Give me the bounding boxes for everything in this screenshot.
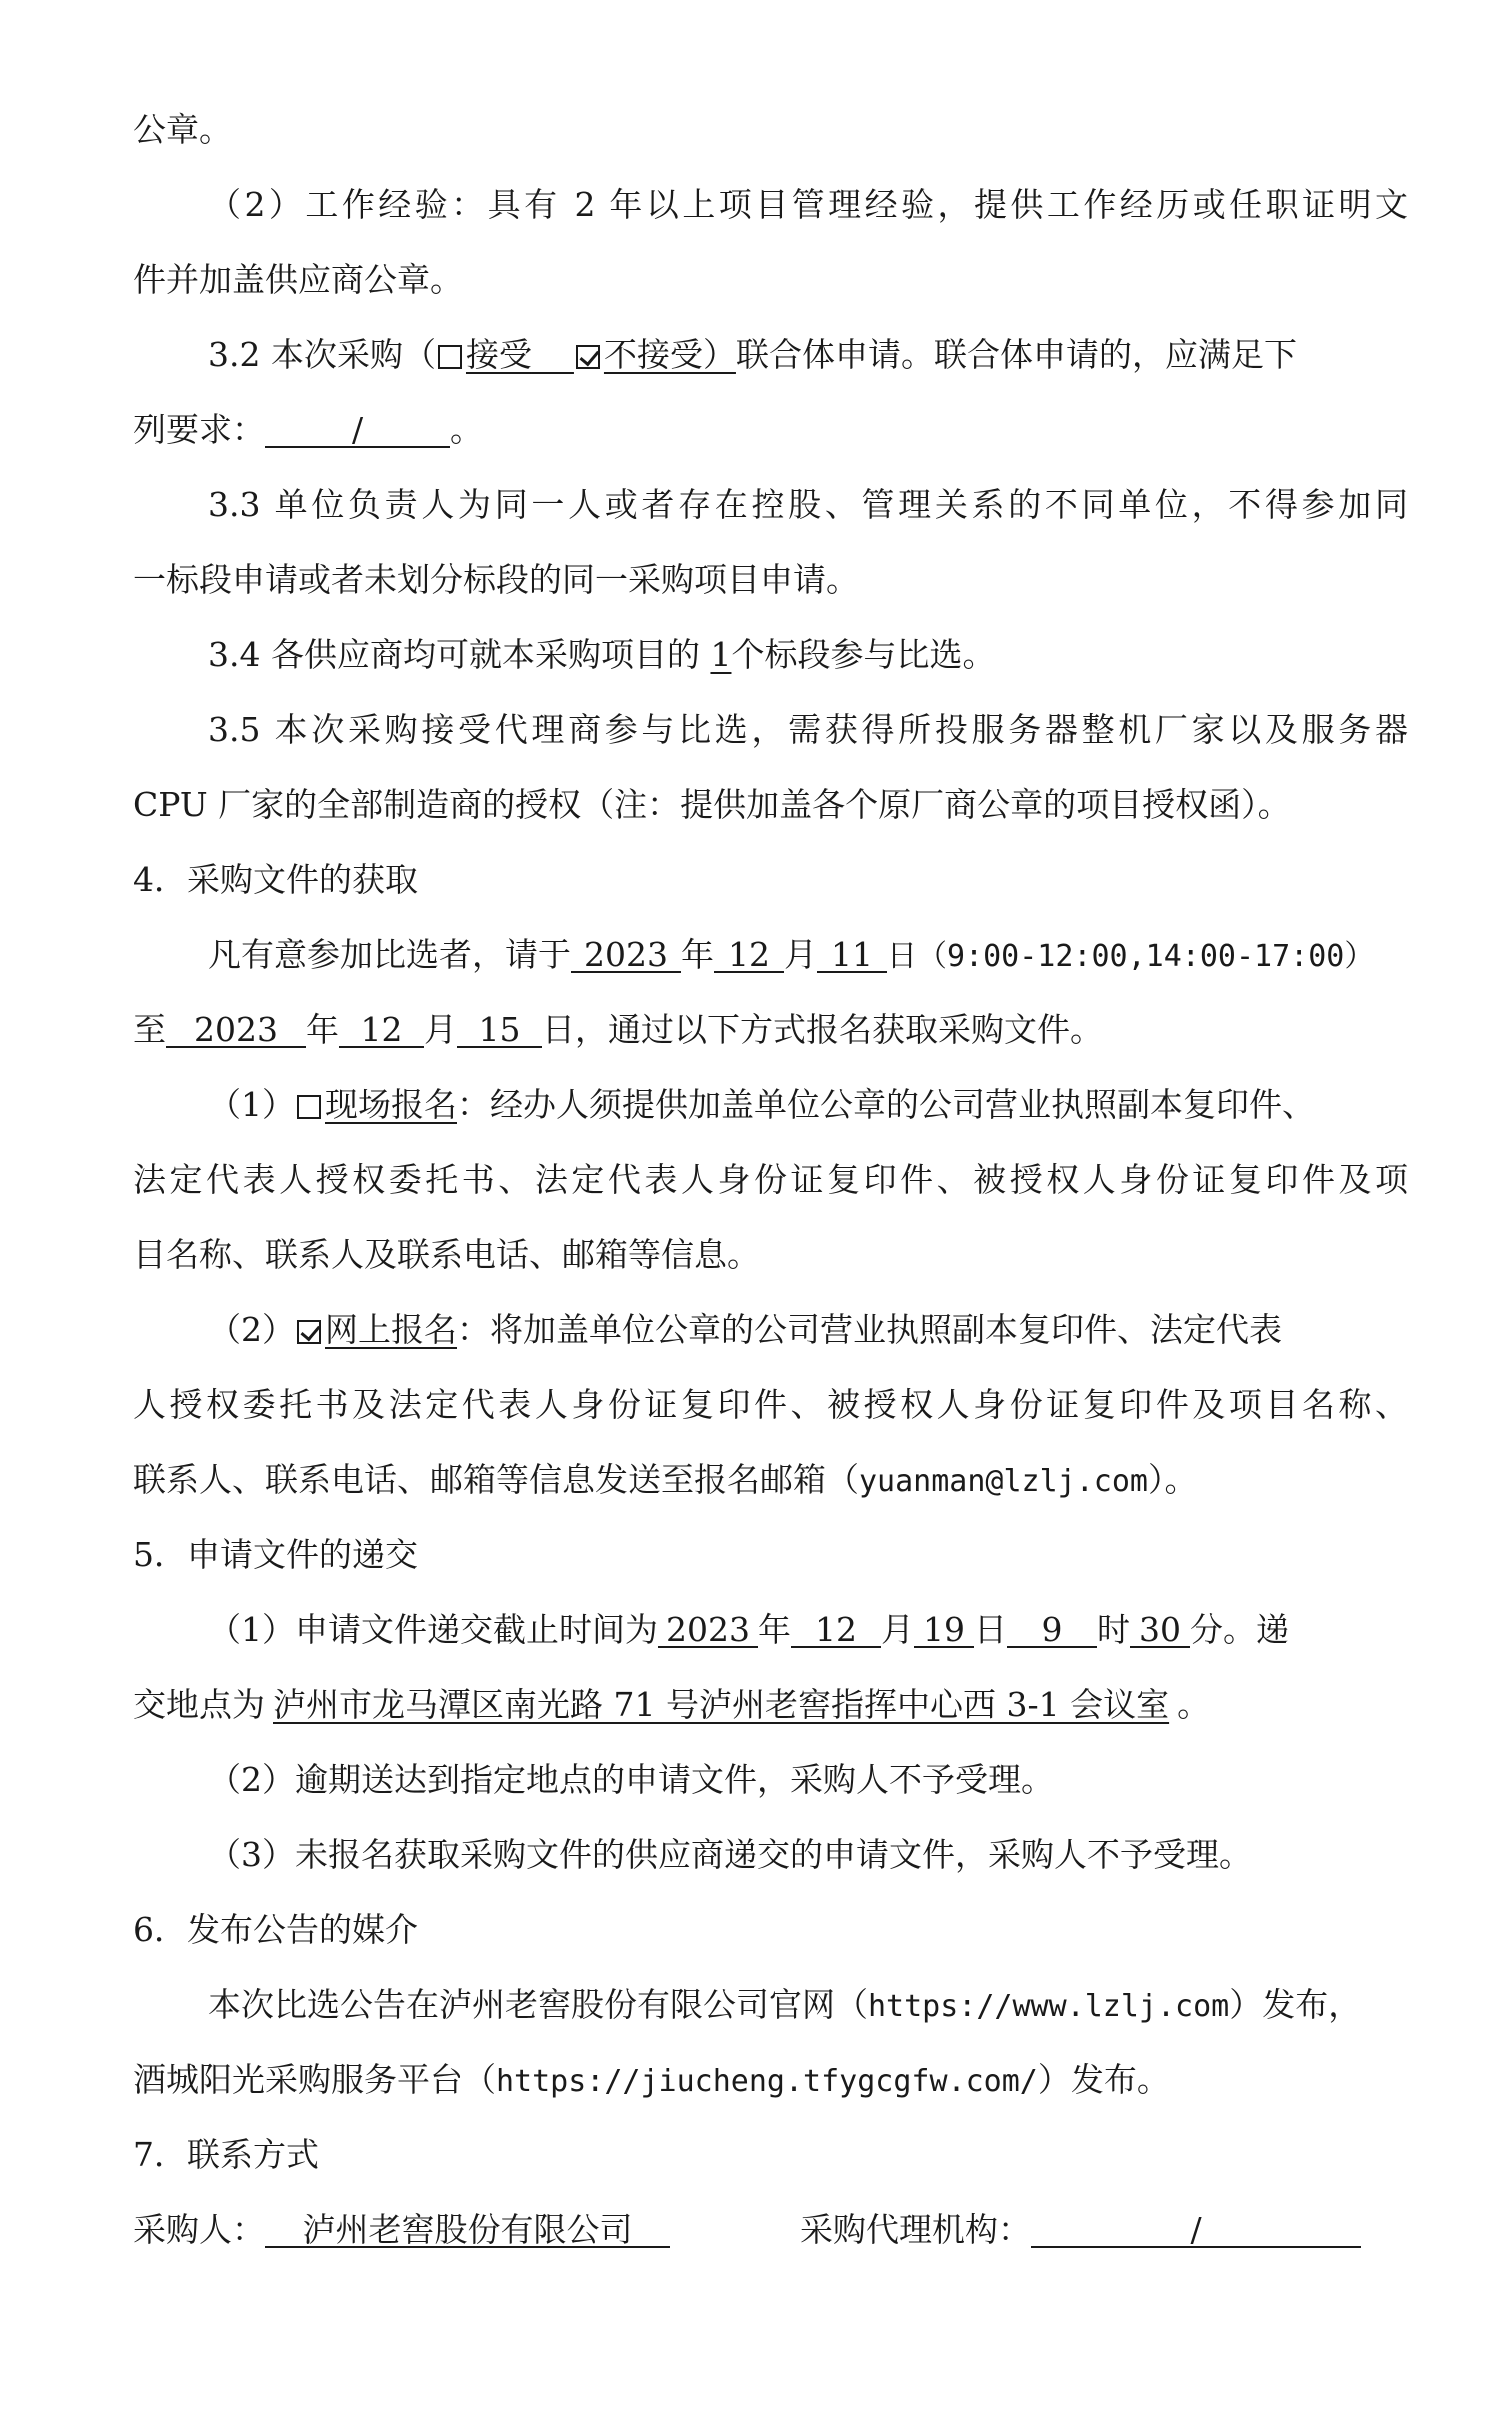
text-month-3: 月 <box>881 1610 914 1649</box>
line-23 <box>208 1755 1408 1805</box>
text-l22-post: 。 <box>1177 1685 1211 1724</box>
start-day: 11 <box>817 935 887 973</box>
line-24 <box>208 1830 1408 1880</box>
text-l23: （2）逾期送达到指定地点的申请文件，采购人不予受理。 <box>208 1760 1054 1799</box>
line-19 <box>133 1455 1408 1505</box>
text-l3: 件并加盖供应商公章。 <box>133 260 463 299</box>
section-4-heading <box>133 855 1408 905</box>
line-3 <box>133 255 1408 305</box>
end-day: 15 <box>457 1010 542 1048</box>
text-hour: 时 <box>1097 1610 1130 1649</box>
text-year-3: 年 <box>758 1610 791 1649</box>
line-9 <box>208 705 1408 755</box>
line-14-onsite <box>208 1080 1408 1130</box>
deadline-month: 12 <box>791 1610 881 1648</box>
line-29-contacts <box>133 2205 1408 2255</box>
section-7-heading <box>133 2130 1408 2180</box>
text-l8-post: 个标段参与比选。 <box>731 635 996 674</box>
consortium-suffix: 联合体申请。联合体申请的，应满足下 <box>735 335 1297 374</box>
text-l17-post: ：将加盖单位公章的公司营业执照副本复印件、法定代表 <box>457 1310 1282 1349</box>
platform-url: https://jiucheng.tfygcgfw.com/ <box>496 2064 1038 2099</box>
purchaser-label: 采购人： <box>133 2210 265 2249</box>
line-16 <box>133 1230 1408 1280</box>
official-website-url: https://www.lzlj.com <box>868 1989 1230 2024</box>
agent-label: 采购代理机构： <box>800 2210 1031 2249</box>
line-4-consortium <box>208 330 1408 380</box>
text-l8-pre: 3.4 各供应商均可就本采购项目的 <box>208 635 711 674</box>
onsite-checkbox[interactable] <box>297 1095 321 1119</box>
text-l14-pre: （1） <box>208 1085 295 1124</box>
section-5-title: 5．申请文件的递交 <box>133 1535 418 1574</box>
text-l5-end: 。 <box>450 410 483 449</box>
work-experience-text: （2）工作经验：具有 2 年以上项目管理经验，提供工作经历或任职证明文 <box>208 185 1408 224</box>
purchaser-value: 泸州老窖股份有限公司 <box>265 2210 670 2248</box>
registration-email: yuanman@lzlj.com <box>859 1464 1148 1499</box>
text-l6: 3.3 单位负责人为同一人或者存在控股、管理关系的不同单位，不得参加同 <box>208 485 1408 524</box>
line-1 <box>133 105 1408 155</box>
text-l27-post: ）发布。 <box>1037 2060 1170 2099</box>
section-6-heading <box>133 1905 1408 1955</box>
text-l14-post: ：经办人须提供加盖单位公章的公司营业执照副本复印件、 <box>457 1085 1315 1124</box>
text-l7: 一标段申请或者未划分标段的同一采购项目申请。 <box>133 560 859 599</box>
line-12-date-start <box>208 930 1408 980</box>
text-l21-g: 分。递 <box>1190 1610 1289 1649</box>
line-18 <box>133 1380 1408 1430</box>
online-registration-label: 网上报名 <box>325 1310 457 1349</box>
consortium-options <box>436 335 736 374</box>
line-8 <box>208 630 1408 680</box>
end-year: 2023 <box>166 1010 306 1048</box>
text-l19-pre: 联系人、联系电话、邮箱等信息发送至报名邮箱（ <box>133 1460 859 1499</box>
text-month: 月 <box>784 935 817 974</box>
text-l9: 3.5 本次采购接受代理商参与比选，需获得所投服务器整机厂家以及服务器 <box>208 710 1408 749</box>
section-5-heading <box>133 1530 1408 1580</box>
text-l22-pre: 交地点为 <box>133 1685 265 1724</box>
reject-label: 不接受） <box>603 335 736 374</box>
section-4-title: 4．采购文件的获取 <box>133 860 418 899</box>
text-l21-a: （1）申请文件递交截止时间为 <box>208 1610 658 1649</box>
section-6-title: 6．发布公告的媒介 <box>133 1910 418 1949</box>
text-l27-pre: 酒城阳光采购服务平台（ <box>133 2060 496 2099</box>
line-21-deadline <box>208 1605 1408 1655</box>
text-l15: 法定代表人授权委托书、法定代表人身份证复印件、被授权人身份证复印件及项 <box>133 1160 1408 1199</box>
line-7 <box>133 555 1408 605</box>
text-l16: 目名称、联系人及联系电话、邮箱等信息。 <box>133 1235 760 1274</box>
requirements-label: 列要求： <box>133 410 265 449</box>
text-l13-a: 至 <box>133 1010 166 1049</box>
text-l10: CPU 厂家的全部制造商的授权（注：提供加盖各个原厂商公章的项目授权函）。 <box>133 785 1291 824</box>
start-hours: 日（9:00-12:00,14:00-17:00） <box>887 939 1375 974</box>
deadline-year: 2023 <box>658 1610 758 1648</box>
requirements-blank: / <box>265 410 450 448</box>
start-month: 12 <box>714 935 784 973</box>
text-l1: 公章。 <box>133 110 232 149</box>
line-22-place <box>133 1680 1408 1730</box>
text-l13-e: 日，通过以下方式报名获取采购文件。 <box>542 1010 1103 1049</box>
text-year-2: 年 <box>306 1010 339 1049</box>
line-17-online <box>208 1305 1408 1355</box>
text-l26-pre: 本次比选公告在泸州老窖股份有限公司官网（ <box>208 1985 868 2024</box>
accept-checkbox[interactable] <box>438 345 462 369</box>
line-5 <box>133 405 1408 455</box>
online-checkbox-checked[interactable] <box>297 1320 321 1344</box>
line-27 <box>133 2055 1408 2105</box>
line-15 <box>133 1155 1408 1205</box>
agent-value: / <box>1031 2210 1361 2248</box>
line-2 <box>208 180 1408 230</box>
lot-count: 1 <box>710 635 732 674</box>
text-year: 年 <box>681 935 714 974</box>
line-6 <box>208 480 1408 530</box>
line-13-date-end <box>133 1005 1408 1055</box>
onsite-registration-label: 现场报名 <box>325 1085 457 1124</box>
line-26 <box>208 1980 1408 2030</box>
text-l19-post: ）。 <box>1147 1460 1198 1499</box>
text-day-3: 日 <box>974 1610 1007 1649</box>
submission-place: 泸州市龙马潭区南光路 71 号泸州老窖指挥中心西 3-1 会议室 <box>273 1685 1170 1724</box>
text-l26-post: ）发布， <box>1229 1985 1362 2024</box>
deadline-minute: 30 <box>1130 1610 1190 1648</box>
text-l18: 人授权委托书及法定代表人身份证复印件、被授权人身份证复印件及项目名称、 <box>133 1385 1408 1424</box>
reject-checkbox-checked[interactable] <box>576 345 600 369</box>
text-l17-pre: （2） <box>208 1310 295 1349</box>
section-7-title: 7．联系方式 <box>133 2135 319 2174</box>
start-year: 2023 <box>571 935 681 973</box>
deadline-hour: 9 <box>1007 1610 1097 1648</box>
text-month-2: 月 <box>424 1010 457 1049</box>
text-l24: （3）未报名获取采购文件的供应商递交的申请文件，采购人不予受理。 <box>208 1835 1252 1874</box>
line-10 <box>133 780 1408 830</box>
end-month: 12 <box>339 1010 424 1048</box>
text-l12-a: 凡有意参加比选者，请于 <box>208 935 571 974</box>
accept-label: 接受 <box>465 335 532 374</box>
deadline-day: 19 <box>914 1610 974 1648</box>
consortium-prefix: 3.2 本次采购（ <box>208 335 436 374</box>
